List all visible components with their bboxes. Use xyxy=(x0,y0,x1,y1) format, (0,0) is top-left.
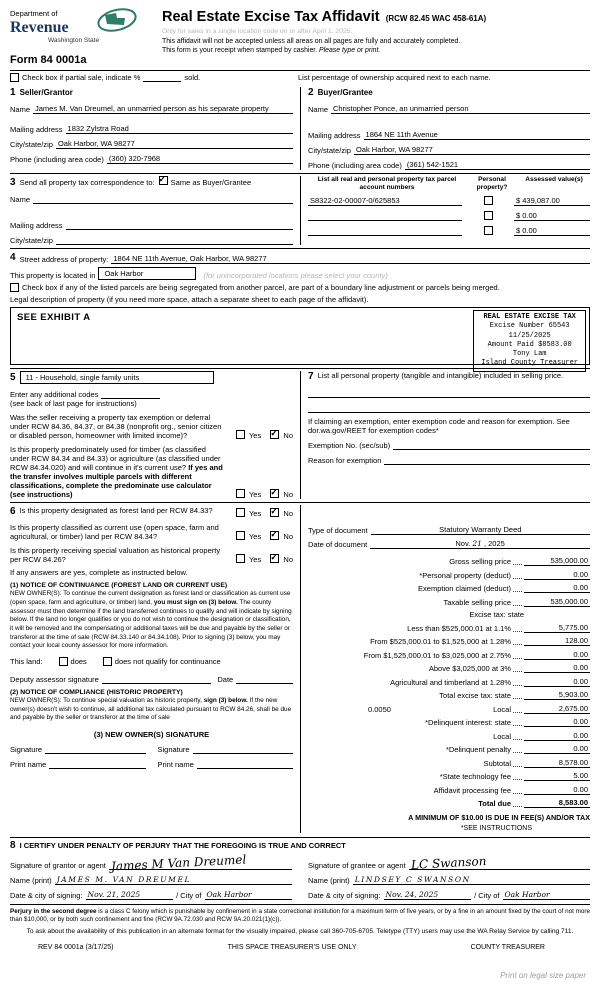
treasurer-space-label: THIS SPACE TREASURER'S USE ONLY xyxy=(227,944,357,952)
tax-row-local: 0.0050 Local 2,675.00 xyxy=(368,703,588,714)
tax-amount[interactable]: 8,578.00 xyxy=(524,758,590,768)
deputy-assessor-row xyxy=(10,674,293,684)
personal-property-checkbox[interactable] xyxy=(484,196,493,205)
designation-tax-band xyxy=(10,502,590,833)
tax-row-total-state: Total excise tax: state 5,903.00 xyxy=(439,690,588,701)
minimum-due-note: A MINIMUM OF $10.00 IS DUE IN FEE(S) AND/OR TAX xyxy=(408,813,590,823)
seller-name-field[interactable]: James M. Van Dreumel, an unmarried person as his separate property xyxy=(33,104,293,114)
notice-continuance-text: NEW OWNER(S): To continue the current designation as forest land or classification as current use (open space, farm and agriculture, or timber) land, you must sign on (3) below. The county assessor must then determine if the land transferred continues to qualify and will indicate by signing below. If the land no longer qualifies or you do not wish to continue the designation or classification, it will be removed and the compensating or additional taxes will be due and payable by the seller or transferor at the time of sale (RCW 84.33.140 or 84.34.108). Prior to signing (3) below, you may contact your local county assessor for more information. xyxy=(10,590,292,650)
header-note-gray: Only for sales in a single location code on or after April 1, 2025. xyxy=(162,28,353,36)
buyer-mailing-field[interactable]: 1864 NE 11th Avenue xyxy=(364,130,590,140)
grantee-print-label: Name (print) xyxy=(308,876,350,886)
buyer-city-field[interactable]: Oak Harbor, WA 98277 xyxy=(354,145,590,155)
signature-label: Signature xyxy=(10,744,43,754)
grantee-signature-block xyxy=(308,852,590,900)
s6-q2-answer xyxy=(229,531,293,541)
treasurer-stamp xyxy=(473,310,586,371)
tax-amount[interactable]: 8,583.00 xyxy=(524,798,590,808)
tax-amount[interactable]: 0.00 xyxy=(524,570,590,580)
stamp-line: 11/25/2025 xyxy=(508,331,551,340)
corr-mailing-field[interactable] xyxy=(66,220,293,230)
grantor-sig-label: Signature of grantor or agent xyxy=(10,861,106,871)
exemption-note: If claiming an exemption, enter exemption code and reason for exemption. See dor.wa.gov/REET for exemption codes* xyxy=(308,417,570,436)
no-label: No xyxy=(283,431,293,441)
yes-label: Yes xyxy=(248,431,262,441)
corr-city-label: City/state/zip xyxy=(10,236,53,246)
yes-label: Yes xyxy=(248,532,262,542)
s5-q1-text: Was the seller receiving a property tax exemption or deferral under RCW 84.36, 84.37, or 84.38 (nonprofit org., senior citizen or disabled person, homeowner with limited income)? xyxy=(10,413,222,441)
tax-computation-panel xyxy=(300,505,590,833)
s6-q3-no-checkbox[interactable] xyxy=(270,554,279,563)
grantor-date-field[interactable]: Nov. 21, 2025 xyxy=(86,890,174,900)
located-in-note: (for unincorporated locations please select your county) xyxy=(203,271,388,281)
section-3-send-label: Send all property tax correspondence to: xyxy=(19,178,155,188)
section-2-title: Buyer/Grantee xyxy=(317,88,373,98)
exemption-no-field[interactable] xyxy=(393,440,590,450)
certify-statement: I CERTIFY UNDER PENALTY OF PERJURY THAT THE FOREGOING IS TRUE AND CORRECT xyxy=(19,841,346,851)
doc-type-field[interactable]: Statutory Warranty Deed xyxy=(371,525,590,535)
tax-amount[interactable]: 5,903.00 xyxy=(524,690,590,700)
s6-note: If any answers are yes, complete as instructed below. xyxy=(10,568,188,578)
parcel-number-field[interactable]: S8322-02-00007-0/625853 xyxy=(308,196,462,206)
footer-row xyxy=(10,944,590,952)
located-in-label: This property is located in xyxy=(10,271,96,281)
personal-property-checkbox[interactable] xyxy=(484,211,493,220)
land-does-not-checkbox[interactable] xyxy=(103,657,112,666)
section-3-number: 3 xyxy=(10,177,16,189)
tax-amount-empty xyxy=(524,610,590,619)
parcel-table xyxy=(300,176,590,245)
stamp-line: Tony Lam xyxy=(512,350,547,359)
no-label: No xyxy=(283,532,293,542)
tax-amount[interactable]: 128.00 xyxy=(524,636,590,646)
logo-dept-text: Department of xyxy=(10,9,58,18)
tax-row-excise-state-header: Excise tax: state xyxy=(308,610,590,619)
corr-mailing-label: Mailing address xyxy=(10,221,63,231)
personal-property-col-header: Personal property? xyxy=(476,176,508,191)
exemption-no-label: Exemption No. (sec/sub) xyxy=(308,441,391,451)
tax-row-gross: Gross selling price 535,000.00 xyxy=(449,556,588,567)
seller-name-label: Name xyxy=(10,105,31,115)
grantee-print-name-field[interactable]: LINDSEY C SWANSON xyxy=(353,875,590,885)
new-owner-signature-row xyxy=(10,739,293,754)
header-note-receipt: This form is your receipt when stamped by cashier. Please type or print. xyxy=(162,46,381,54)
buyer-mailing-label: Mailing address xyxy=(308,131,361,141)
grantee-signature-field[interactable] xyxy=(409,854,590,873)
new-owner-signature-field[interactable] xyxy=(193,744,293,754)
tax-amount[interactable]: 5.00 xyxy=(524,771,590,781)
grantee-signature: LC Swanson xyxy=(410,854,487,873)
section-8-certification xyxy=(10,837,590,900)
city-of-label: / City of xyxy=(176,891,202,901)
grantor-print-name-field[interactable]: JAMES M. VAN DREUMEL xyxy=(55,875,292,885)
form-number: Form 84 0001a xyxy=(10,53,87,66)
tax-row-rate-1: Less than $525,000.01 at 1.1% 5,775.00 xyxy=(407,622,588,633)
does-label: does xyxy=(70,656,87,666)
partial-sold-label: sold. xyxy=(184,73,201,83)
new-owner-print-field[interactable] xyxy=(49,759,145,769)
yes-label: Yes xyxy=(248,555,262,565)
new-owner-signature-title: (3) NEW OWNER(S) SIGNATURE xyxy=(93,729,210,739)
section-1-title: Seller/Grantor xyxy=(19,88,73,98)
assessed-value-field[interactable]: $ 0.00 xyxy=(514,226,590,236)
tax-amount[interactable]: 535,000.00 xyxy=(524,597,590,607)
same-as-buyer-label: Same as Buyer/Grantee xyxy=(170,178,252,188)
s6-q3-answer xyxy=(229,554,293,564)
tax-row-delinquent-penalty: *Delinquent penalty 0.00 xyxy=(445,744,588,755)
tax-amount[interactable]: 0.00 xyxy=(524,731,590,741)
exemption-reason-field[interactable] xyxy=(384,455,590,465)
section-3-correspondence xyxy=(10,176,300,245)
stamp-line: REAL ESTATE EXCISE TAX xyxy=(483,313,576,322)
deputy-assessor-label: Deputy assessor signature xyxy=(10,674,99,684)
stamp-line: Excise Number 65543 xyxy=(489,322,570,331)
section-8-number: 8 xyxy=(10,840,16,852)
legal-description-text: SEE EXHIBIT A xyxy=(17,312,91,324)
tax-row-processing-fee: Affidavit processing fee 0.00 xyxy=(433,784,588,795)
land-use-code-select[interactable]: 11 - Household, single family units xyxy=(20,371,214,384)
street-address-field[interactable]: 1864 NE 11th Avenue, Oak Harbor, WA 98277 xyxy=(111,254,590,264)
rev-number: REV 84 0001a (3/17/25) xyxy=(38,944,114,952)
s6-q3-yes-checkbox[interactable] xyxy=(236,554,245,563)
s5-question-1 xyxy=(10,413,293,440)
new-owner-print-row xyxy=(10,754,293,769)
buyer-name-label: Name xyxy=(308,105,329,115)
does-not-label: does not qualify for continuance xyxy=(114,656,221,666)
tax-row-delinquent-interest-state: *Delinquent interest: state 0.00 xyxy=(425,717,588,728)
section-7-personal-property xyxy=(300,371,590,499)
parcel-row xyxy=(308,211,590,221)
personal-property-field[interactable] xyxy=(308,403,590,413)
s6-q2-text: Is this property classified as current use (open space, farm and agricultural, or timber) land per RCW 84.34? xyxy=(10,523,219,542)
county-treasurer-label: COUNTY TREASURER xyxy=(470,944,545,952)
partial-sale-checkbox[interactable] xyxy=(10,73,19,82)
section-2-buyer xyxy=(300,87,590,170)
seller-city-field[interactable]: Oak Harbor, WA 98277 xyxy=(56,139,293,149)
parcel-col-header: List all real and personal property tax parcel account numbers xyxy=(317,176,457,191)
tax-amount[interactable]: 0.00 xyxy=(524,650,590,660)
partial-sale-row xyxy=(10,73,590,82)
print-size-note: Print on legal size paper xyxy=(500,971,586,981)
assessed-value-col-header: Assessed value(s) xyxy=(525,176,583,184)
segregated-checkbox[interactable] xyxy=(10,283,19,292)
land-qualify-row xyxy=(10,657,293,666)
grantor-city-field[interactable]: Oak Harbor xyxy=(205,890,293,900)
tax-amount[interactable]: 0.00 xyxy=(524,583,590,593)
parcel-row xyxy=(308,196,590,206)
deputy-assessor-signature-field[interactable] xyxy=(102,674,212,684)
additional-codes-note: (see back of last page for instructions) xyxy=(10,399,137,409)
deputy-date-field[interactable] xyxy=(236,674,293,684)
s6-q2-yes-checkbox[interactable] xyxy=(236,531,245,540)
section-1-number: 1 xyxy=(10,87,16,99)
no-label: No xyxy=(283,555,293,565)
tax-amount[interactable]: 535,000.00 xyxy=(524,556,590,566)
no-label: No xyxy=(283,490,293,500)
this-land-label: This land: xyxy=(10,656,43,666)
section-6-designation xyxy=(10,505,300,833)
seller-phone-label: Phone (including area code) xyxy=(10,155,104,165)
dor-logo xyxy=(10,8,148,67)
street-address-label: Street address of property: xyxy=(19,255,109,265)
s6-q1-answer xyxy=(229,508,293,518)
corr-name-field[interactable] xyxy=(33,194,293,204)
alternate-format-notice: To ask about the availability of this publication in an alternate format for the visually impaired, please call 360-705-6705. Teletype (TTY) users may use the WA Relay Service by calling 711. xyxy=(26,927,574,935)
additional-codes-label: Enter any additional codes xyxy=(10,390,99,400)
seller-city-label: City/state/zip xyxy=(10,140,53,150)
perjury-notice: Perjury in the second degree is a class C felony which is punishable by confinement in a state correctional institution for a maximum term of five years, or by a fine in an amount fixed by the court of not more than $10,000, or by both such confinement and fine (RCW 9A.72.030 and RCW 9A.20.021(1)(c)). xyxy=(10,908,590,924)
grantee-sig-label: Signature of grantee or agent xyxy=(308,861,406,871)
s6-q3-text: Is this property receiving special valuation as historical property per RCW 84.26? xyxy=(10,546,221,565)
stamp-line: Island County Treasurer xyxy=(481,359,578,368)
tax-amount[interactable]: 0.00 xyxy=(524,785,590,795)
section-5-land-use xyxy=(10,371,300,499)
section-6-number: 6 xyxy=(10,506,16,518)
partial-percent-field[interactable] xyxy=(143,73,181,82)
land-does-checkbox[interactable] xyxy=(59,657,68,666)
section-4-property xyxy=(10,248,590,368)
s5-q2-no-checkbox[interactable] xyxy=(270,489,279,498)
segregated-label: Check box if any of the listed parcels are being segregated from another parcel, are part of a boundary line adjustment or parcels being merged. xyxy=(22,283,500,293)
s5-q2-text: Is this property predominately used for timber (as classified under RCW 84.34 and 84.33) or agriculture (as classified under RCW 84.34.020) and will continue in it's current use? If yes and the transfer involves multiple parcels with different classifications, complete the predominate use calculator (see instructions) xyxy=(10,445,223,500)
see-instructions-note: *SEE INSTRUCTIONS xyxy=(460,824,532,832)
header-divider xyxy=(10,70,590,71)
s6-q1-no-checkbox[interactable] xyxy=(270,508,279,517)
logo-revenue-text: Revenue xyxy=(10,19,69,36)
tax-row-subtotal: Subtotal 8,578.00 xyxy=(483,757,588,768)
buyer-phone-field[interactable]: (361) 542-1521 xyxy=(405,160,590,170)
buyer-name-field[interactable]: Christopher Ponce, an unmarried person xyxy=(331,104,590,114)
parcel-number-field[interactable] xyxy=(308,211,462,221)
new-owner-print-field[interactable] xyxy=(197,759,293,769)
grantor-date-label: Date & city of signing: xyxy=(10,891,83,901)
s6-question-1 xyxy=(10,506,293,518)
tax-amount[interactable]: 2,675.00 xyxy=(524,704,590,714)
print-name-label: Print name xyxy=(157,759,194,769)
no-label: No xyxy=(283,509,293,519)
logo-state-text: Washington State xyxy=(48,37,100,45)
page-title: Real Estate Excise Tax Affidavit xyxy=(162,9,380,25)
tax-row-technology-fee: *State technology fee 5.00 xyxy=(439,771,588,782)
header-note-accept: This affidavit will not be accepted unless all areas on all pages are fully and accurately completed. xyxy=(162,37,461,45)
notice-continuance-title: (1) NOTICE OF CONTINUANCE (FOREST LAND OR CURRENT USE) xyxy=(10,582,228,590)
tax-row-exemption-deduct: Exemption claimed (deduct) 0.00 xyxy=(418,583,588,594)
s5-q2-yes-checkbox[interactable] xyxy=(236,489,245,498)
grantor-signature: James M Van Dreumel xyxy=(110,852,247,874)
section-5-number: 5 xyxy=(10,371,16,383)
header xyxy=(10,8,590,67)
legal-description-label: Legal description of property (if you need more space, attach a separate sheet to each page of the affidavit). xyxy=(10,295,369,305)
print-name-label: Print name xyxy=(10,759,47,769)
doc-date-day-handwritten: 21 xyxy=(472,539,482,549)
ownership-note: List percentage of ownership acquired next to each name. xyxy=(298,73,491,83)
corr-city-field[interactable] xyxy=(56,235,293,245)
s6-q1-text: Is this property designated as forest land per RCW 84.33? xyxy=(19,506,213,516)
title-rcw-code: (RCW 82.45 WAC 458-61A) xyxy=(385,14,487,23)
grantee-date-field[interactable]: Nov. 24, 2025 xyxy=(384,890,472,900)
corr-name-label: Name xyxy=(10,195,31,205)
tax-row-rate-4: Above $3,025,000 at 3% 0.00 xyxy=(428,663,588,674)
parcel-number-field[interactable] xyxy=(308,226,462,236)
additional-codes-field[interactable] xyxy=(101,389,160,399)
s6-question-2 xyxy=(10,523,293,541)
s6-question-3 xyxy=(10,546,293,564)
buyer-phone-label: Phone (including area code) xyxy=(308,161,402,171)
s5-question-2 xyxy=(10,445,293,499)
tax-amount[interactable]: 0.00 xyxy=(524,663,590,673)
seller-buyer-band xyxy=(10,85,590,170)
s6-q1-yes-checkbox[interactable] xyxy=(236,508,245,517)
s5-q1-no-checkbox[interactable] xyxy=(270,430,279,439)
section-4-number: 4 xyxy=(10,252,16,264)
yes-label: Yes xyxy=(248,490,262,500)
new-owner-signature-field[interactable] xyxy=(45,744,145,754)
s6-q2-no-checkbox[interactable] xyxy=(270,531,279,540)
land-use-band xyxy=(10,368,590,499)
notice-compliance-text: NEW OWNER(S): To continue special valuation as historic property, sign (3) below. If the new owner(s) doesn't wish to continue, all additional tax calculated pursuant to RCW 84.26, shall be due and payable by the seller or transferor at the time of sale xyxy=(10,696,292,722)
personal-property-field[interactable] xyxy=(308,388,590,398)
partial-sale-label: Check box if partial sale, indicate % xyxy=(22,73,141,83)
parcel-row xyxy=(308,226,590,236)
deputy-date-label: Date xyxy=(217,674,234,684)
s5-q2-answer xyxy=(229,489,293,499)
tax-row-total-due: Total due 8,583.00 xyxy=(478,798,588,809)
stamp-line: Amount Paid $8583.00 xyxy=(487,340,572,349)
yes-label: Yes xyxy=(248,509,262,519)
tax-row-personal-deduct: *Personal property (deduct) 0.00 xyxy=(419,569,588,580)
section-1-seller xyxy=(10,87,300,170)
city-of-label: / City of xyxy=(474,891,500,901)
tax-row-delinquent-interest-local: Local 0.00 xyxy=(493,730,588,741)
located-in-select[interactable]: Oak Harbor xyxy=(98,267,196,280)
title-block xyxy=(162,8,590,67)
tax-row-rate-3: From $1,525,000.01 to $3,025,000 at 2.75% 0.00 xyxy=(363,649,588,660)
grantee-city-field[interactable]: Oak Harbor xyxy=(503,890,591,900)
same-as-buyer-checkbox[interactable] xyxy=(159,176,168,185)
legal-description-box[interactable] xyxy=(10,307,590,368)
correspondence-band xyxy=(10,173,590,245)
local-rate-value[interactable]: 0.0050 xyxy=(368,704,391,714)
personal-property-checkbox[interactable] xyxy=(484,226,493,235)
s5-q1-yes-checkbox[interactable] xyxy=(236,430,245,439)
section-7-number: 7 xyxy=(308,371,314,383)
assessed-value-field[interactable]: $ 439,087.00 xyxy=(514,196,590,206)
grantee-date-label: Date & city of signing: xyxy=(308,891,381,901)
tax-row-taxable: Taxable selling price 535,000.00 xyxy=(443,596,588,607)
notice-compliance-title: (2) NOTICE OF COMPLIANCE (HISTORIC PROPERTY) xyxy=(10,688,183,696)
doc-date-label: Date of document xyxy=(308,540,368,550)
tax-row-rate-2: From $525,000.01 to $1,525,000 at 1.28% 128.00 xyxy=(370,636,588,647)
seller-phone-field[interactable]: (360) 320-7968 xyxy=(107,154,293,164)
grantor-signature-field[interactable] xyxy=(109,852,292,874)
wa-state-logo-icon xyxy=(96,6,138,34)
grantor-signature-block xyxy=(10,852,292,900)
exemption-reason-label: Reason for exemption xyxy=(308,456,382,466)
tax-row-agricultural: Agricultural and timberland at 1.28% 0.00 xyxy=(390,676,588,687)
doc-type-label: Type of document xyxy=(308,526,368,536)
grantor-print-label: Name (print) xyxy=(10,876,52,886)
seller-mailing-label: Mailing address xyxy=(10,125,63,135)
tax-amount[interactable]: 0.00 xyxy=(524,677,590,687)
parcel-table-header xyxy=(308,176,590,191)
signature-label: Signature xyxy=(157,744,190,754)
buyer-city-label: City/state/zip xyxy=(308,146,351,156)
s5-q1-answer xyxy=(229,430,293,440)
assessed-value-field[interactable]: $ 0.00 xyxy=(514,211,590,221)
section-2-number: 2 xyxy=(308,87,314,99)
tax-amount[interactable]: 0.00 xyxy=(524,717,590,727)
tax-amount[interactable]: 0.00 xyxy=(524,744,590,754)
tax-amount[interactable]: 5,775.00 xyxy=(524,623,590,633)
seller-mailing-field[interactable]: 1832 Zylstra Road xyxy=(66,124,293,134)
doc-date-field[interactable]: Nov. 21 , 2025 xyxy=(370,539,590,549)
personal-property-label: List all personal property (tangible and intangible) included in selling price. xyxy=(317,371,564,381)
